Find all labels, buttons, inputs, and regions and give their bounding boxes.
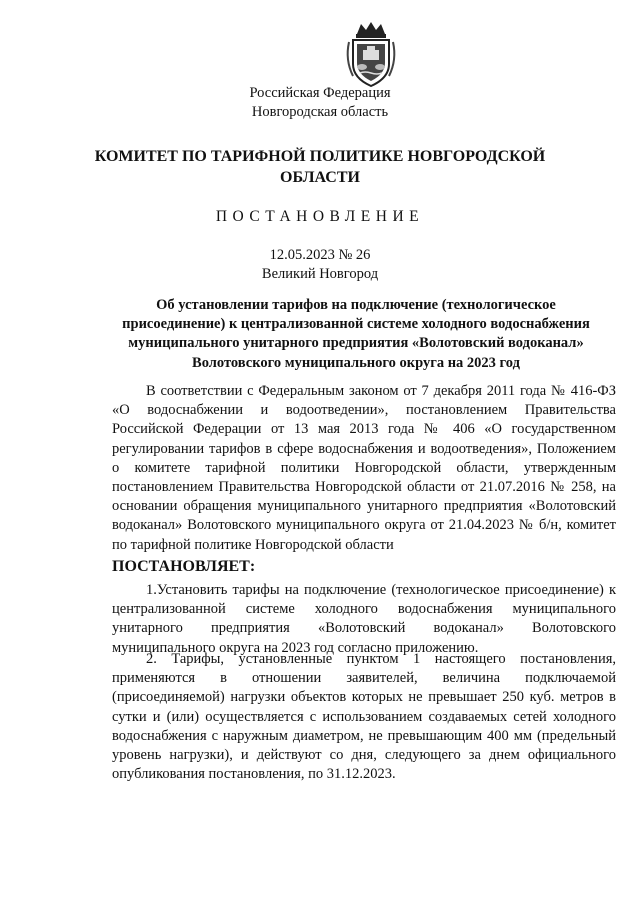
subject-line: Волотовского муниципального округа на 2023 год [192,354,520,371]
subject-line: Об установлении тарифов на подключение (технологическое [156,297,556,313]
document-type: ПОСТАНОВЛЕНИЕ [215,208,425,225]
date-number: 12.05.2023 № 26 [269,247,371,263]
date-number-block [0,246,640,284]
coat-of-arms-icon [343,20,399,90]
committee-title-line1: КОМИТЕТ ПО ТАРИФНОЙ ПОЛИТИКЕ НОВГОРОДСКОЙ [94,148,546,165]
committee-title-line2: ОБЛАСТИ [280,169,360,186]
resolve-heading: ПОСТАНОВЛЯЕТ: [112,558,256,575]
resolution-item-2: 2. Тарифы, установленные пунктом 1 настоящего постановления, применяются в отношении заявителей, величина подключаемой (присоединяемой) нагрузки объектов которых не превышает 250 куб. метров в сутки и (или) осуществляется с использованием создаваемых сетей холодного водоснабжения с наружным диаметром, не превышающим 400 мм (предельный уровень нагрузки), и действуют со дня, следующего за днем официального опубликования постановления, по 31.12.2023. [112,651,616,783]
document-subject [96,296,616,373]
federation-line: Российская Федерация [249,85,391,101]
committee-title [0,146,640,188]
subject-line: присоединение) к централизованной системе холодного водоснабжения [122,316,590,333]
resolution-item-1: 1.Установить тарифы на подключение (технологическое присоединение) к централизованной системе холодного водоснабжения муниципального унитарного предприятия «Волотовский водоканал» Волотовского муниципального округа на 2023 год согласно приложению. [112,582,616,656]
federation-header [0,84,640,122]
region-line: Новгородская область [251,104,389,120]
preamble-paragraph: В соответствии с Федеральным законом от 7 декабря 2011 года № 416-ФЗ «О водоснабжении и водоотведении», постановлением Правительства Российской Федерации от 13 мая 2013 года № 406 «О государственном регулировании тарифов в сфере водоснабжения и водоотведения», Положением о комитете тарифной политики Новгородской области, утвержденным постановлением Правительства Новгородской области от 21.07.2016 № 258, на основании обращения муниципального унитарного предприятия «Волотовский водоканал» Волотовского муниципального округа от 21.04.2023 № б/н, комитет по тарифной политике Новгородской области [112,383,616,553]
subject-line: муниципального унитарного предприятия «Волотовский водоканал» [128,335,584,352]
city: Великий Новгород [261,266,379,282]
